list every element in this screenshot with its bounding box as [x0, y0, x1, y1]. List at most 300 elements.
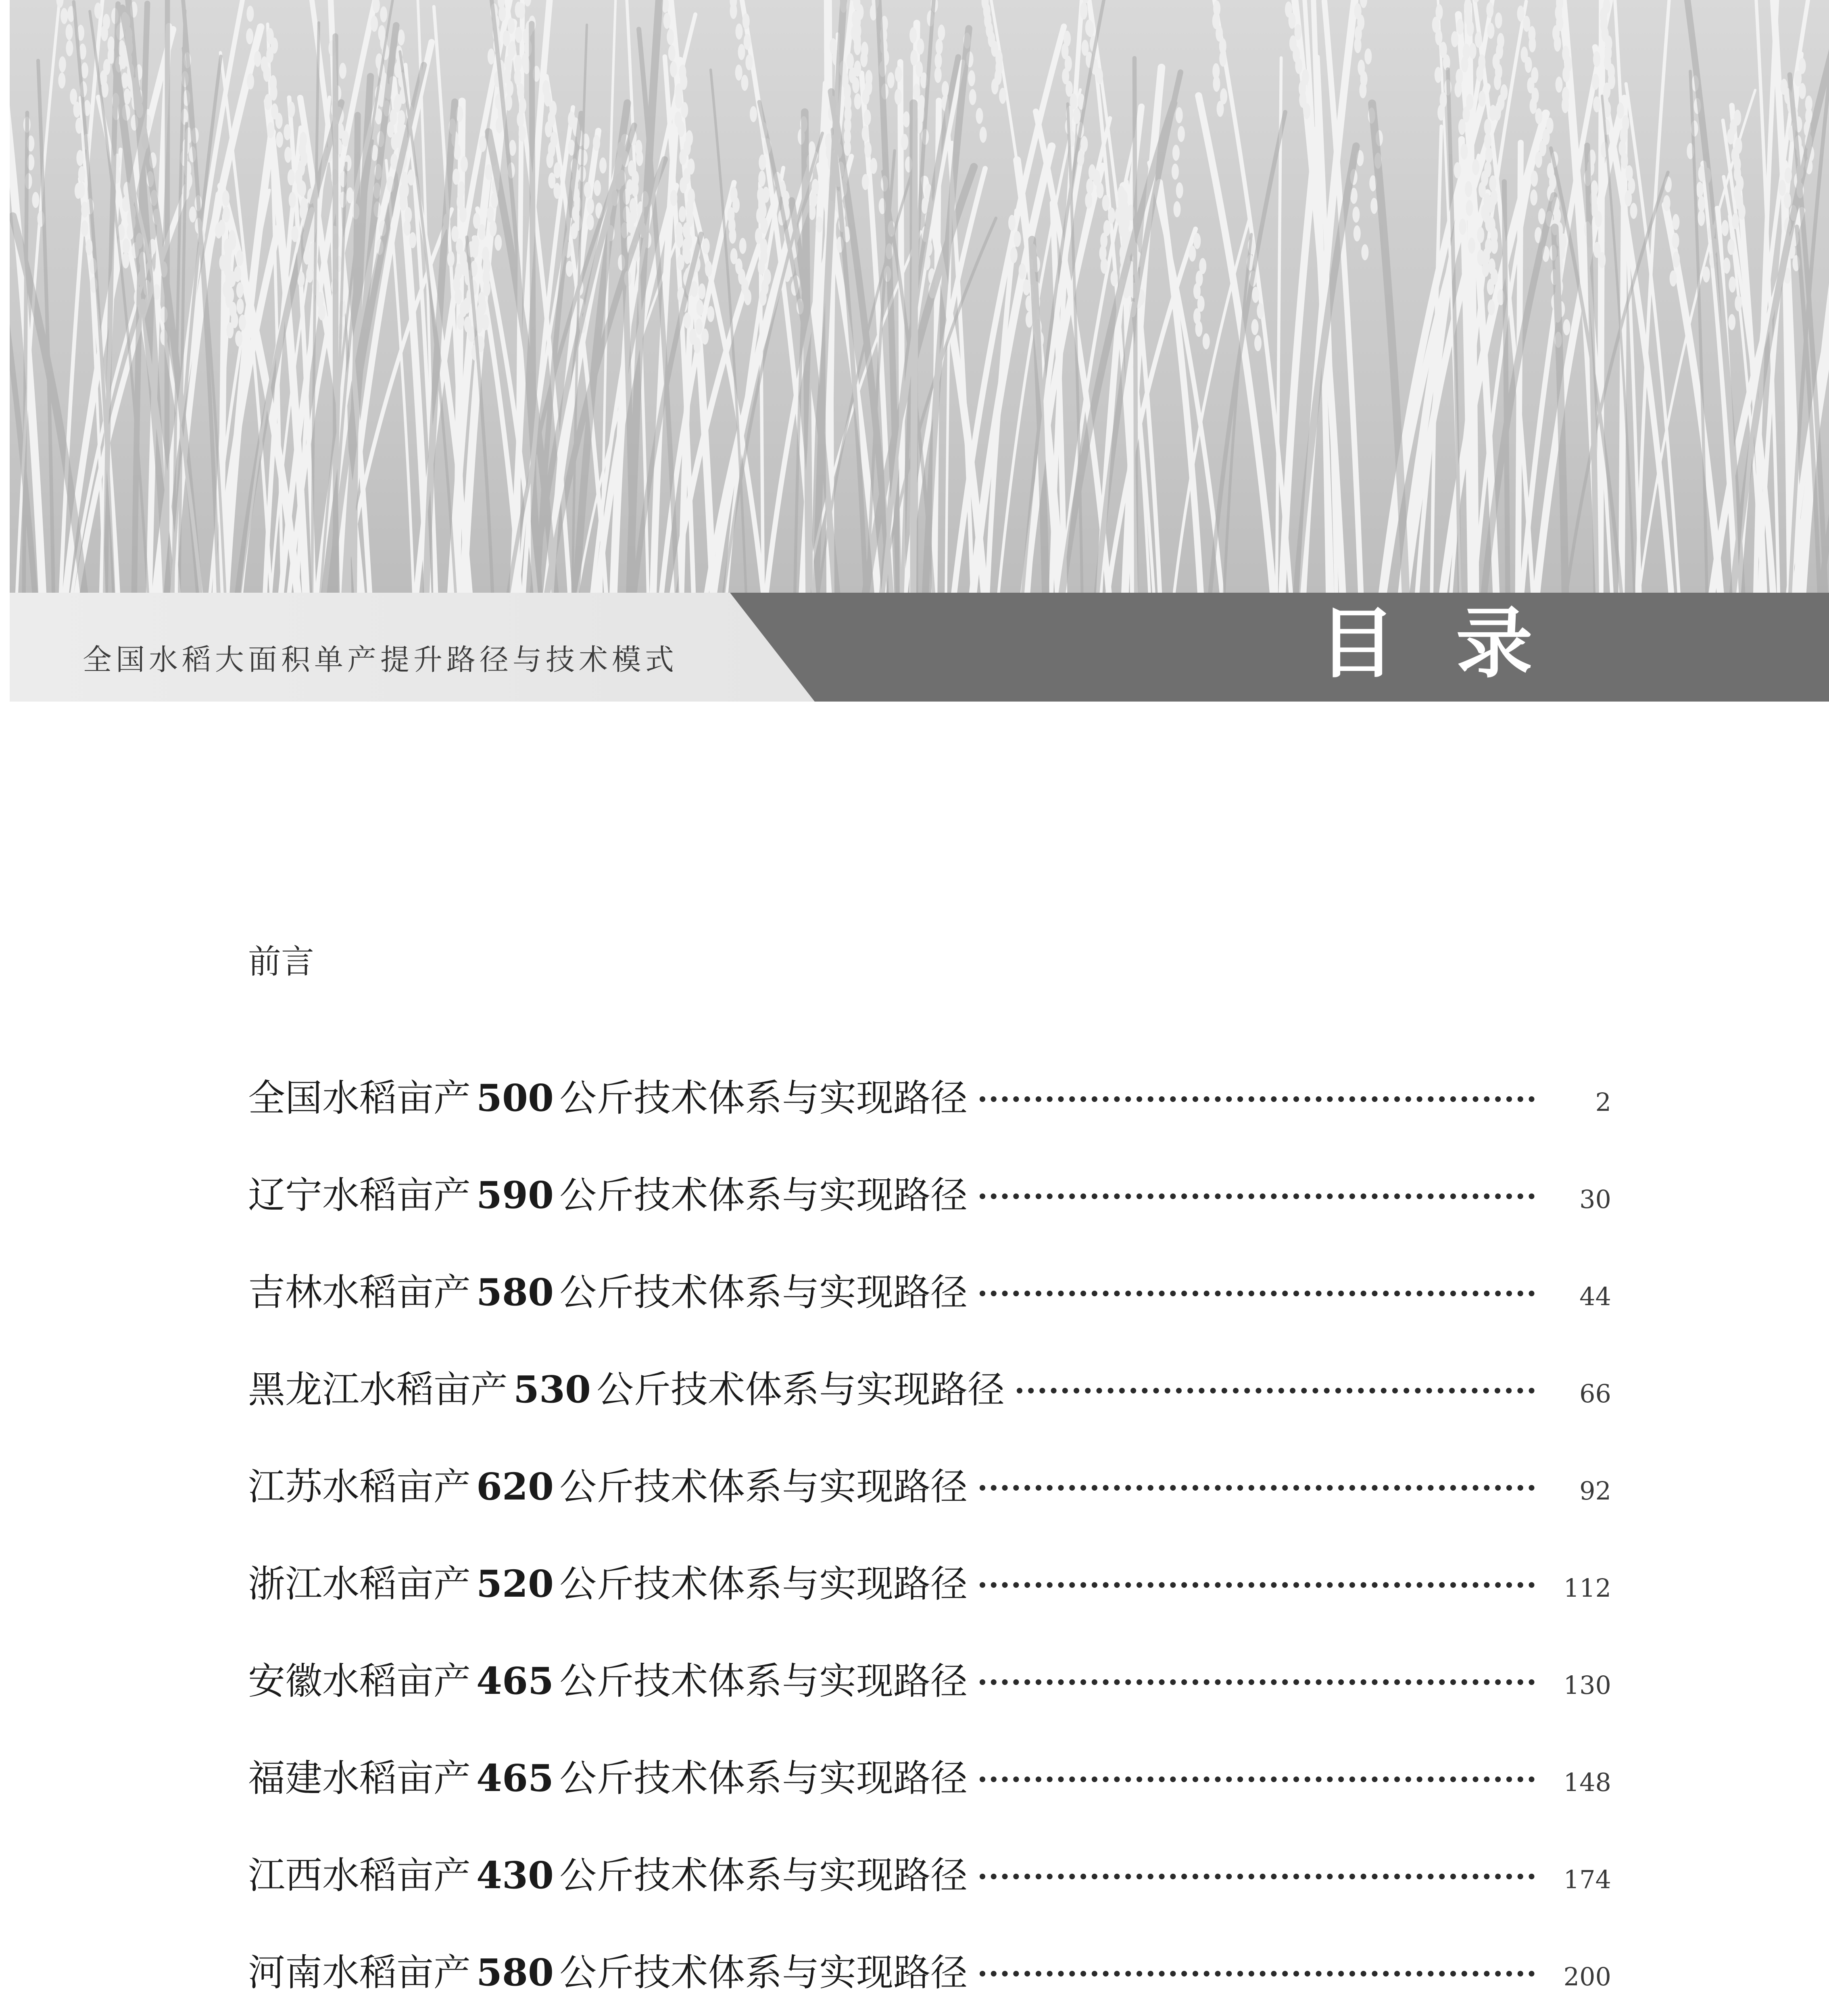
rice-grain — [222, 190, 229, 206]
rice-grain — [1193, 233, 1201, 249]
rice-grain — [759, 154, 766, 171]
rice-grain — [670, 190, 678, 206]
rice-grain — [1122, 226, 1129, 242]
rice-grain — [264, 94, 271, 110]
rice-grain — [81, 221, 88, 237]
toc-entry-page: 200 — [1563, 1962, 1611, 1991]
rice-grain — [288, 102, 295, 118]
rice-grain — [909, 27, 917, 43]
rice-grain — [66, 24, 73, 40]
rice-grain — [506, 81, 513, 97]
rice-grain — [1008, 215, 1016, 231]
rice-grain — [1465, 181, 1472, 197]
rice-grain — [456, 238, 463, 254]
toc-entry-yield: 530 — [513, 1368, 591, 1411]
rice-grain — [223, 206, 230, 223]
rice-grain — [318, 304, 325, 321]
rice-grain — [809, 204, 816, 220]
rice-grain — [1491, 238, 1498, 254]
toc-entry-region: 浙江水稻亩产 — [248, 1562, 471, 1606]
toc-entry-yield: 580 — [476, 1270, 554, 1314]
toc-entry-suffix: 公斤技术体系与实现路径 — [559, 1077, 968, 1120]
toc-dot-leader — [980, 1096, 1535, 1102]
rice-grain — [75, 118, 83, 134]
rice-grain — [738, 44, 745, 60]
toc-dot-leader — [980, 1582, 1535, 1588]
rice-grain — [494, 235, 502, 251]
rice-grain — [275, 113, 283, 129]
rice-grain — [1672, 214, 1679, 230]
rice-grain — [447, 251, 455, 267]
rice-grain — [1562, 97, 1569, 113]
toc-entry[interactable] — [248, 1166, 1611, 1263]
toc-entry-yield: 430 — [476, 1854, 554, 1897]
rice-grain — [678, 121, 685, 137]
section-title: 目录 — [1319, 599, 1593, 688]
rice-grain — [289, 192, 296, 208]
rice-grain — [707, 306, 714, 322]
rice-grain — [346, 187, 354, 203]
rice-grain — [762, 187, 770, 203]
rice-grain — [1494, 105, 1501, 121]
rice-grain — [487, 206, 494, 223]
rice-grain — [380, 6, 387, 23]
rice-grain — [246, 28, 253, 44]
toc-entry-page: 66 — [1579, 1379, 1611, 1408]
rice-grain — [237, 298, 244, 314]
rice-grain — [122, 252, 129, 269]
rice-grain — [1799, 83, 1806, 99]
rice-field-illustration — [10, 0, 1829, 593]
rice-grain — [991, 78, 999, 94]
toc-entry-region: 黑龙江水稻亩产 — [248, 1368, 508, 1411]
rice-grain — [254, 51, 261, 67]
rice-grain — [1176, 182, 1183, 198]
rice-grain — [1080, 136, 1088, 152]
rice-grain — [70, 89, 77, 105]
rice-grain — [1487, 23, 1495, 39]
rice-grain — [1454, 81, 1462, 98]
toc-entry-page: 92 — [1579, 1476, 1611, 1506]
rice-grain — [219, 255, 227, 271]
rice-grain — [1495, 12, 1502, 29]
rice-grain — [1172, 164, 1179, 180]
rice-grain — [862, 89, 870, 105]
rice-grain — [490, 221, 497, 237]
rice-grain — [587, 214, 594, 230]
toc-entry-region: 安徽水稻亩产 — [248, 1660, 471, 1703]
rice-grain — [1529, 36, 1536, 52]
rice-grain — [862, 174, 869, 190]
rice-grain — [451, 226, 459, 242]
rice-grain — [1517, 6, 1525, 22]
rice-grain — [1485, 147, 1493, 163]
toc-entry-page: 174 — [1563, 1865, 1611, 1894]
rice-grain — [683, 168, 690, 184]
rice-grain — [1172, 145, 1180, 161]
rice-grain — [566, 261, 573, 277]
rice-grain — [498, 5, 506, 21]
rice-grain — [1735, 295, 1742, 311]
rice-grain — [58, 73, 65, 89]
rice-grain — [508, 18, 515, 34]
rice-grain — [1479, 91, 1486, 107]
toc-entry[interactable] — [248, 1749, 1611, 1846]
rice-grain — [306, 267, 313, 283]
rice-grain — [1484, 133, 1491, 149]
toc-entry-page: 44 — [1579, 1282, 1611, 1311]
rice-grain — [1595, 211, 1602, 227]
rice-grain — [976, 108, 983, 124]
rice-grain — [284, 124, 291, 140]
table-of-contents — [248, 1068, 1611, 2016]
toc-dot-leader — [980, 1679, 1535, 1685]
rice-grain — [1251, 319, 1259, 335]
rice-grain — [455, 289, 462, 305]
rice-grain — [1562, 66, 1570, 82]
rice-grain — [1630, 203, 1637, 219]
rice-grain — [1189, 246, 1196, 262]
toc-dot-leader — [980, 1971, 1535, 1976]
rice-grain — [1454, 162, 1461, 178]
rice-grain — [1472, 159, 1479, 175]
rice-grain — [66, 40, 73, 56]
rice-grain — [1672, 233, 1679, 249]
rice-grain — [478, 224, 486, 240]
rice-grain — [1086, 178, 1093, 194]
rice-grain — [758, 171, 765, 187]
rice-grain — [553, 183, 561, 199]
rice-grain — [1080, 2, 1088, 18]
toc-entry[interactable] — [248, 1263, 1611, 1360]
rice-grain — [695, 319, 703, 335]
toc-entry-yield: 465 — [476, 1756, 554, 1800]
rice-grain — [679, 149, 686, 165]
rice-grain — [263, 66, 271, 82]
rice-grain — [453, 169, 460, 185]
rice-grain — [75, 183, 82, 199]
rice-grain — [934, 67, 942, 83]
rice-grain — [1352, 206, 1360, 223]
rice-grain — [745, 54, 753, 71]
rice-grain — [1354, 37, 1362, 53]
rice-grain — [844, 140, 851, 156]
toc-preface[interactable]: 前言 — [248, 943, 315, 981]
rice-grain — [935, 53, 942, 69]
toc-entry-page: 30 — [1579, 1185, 1611, 1214]
rice-grain — [1257, 303, 1264, 319]
rice-grain — [1727, 128, 1734, 144]
rice-stalk — [1199, 96, 1274, 593]
rice-grain — [816, 217, 823, 233]
rice-grain — [473, 213, 480, 229]
rice-grain — [594, 180, 601, 196]
rice-grain — [1554, 35, 1561, 52]
toc-dot-leader — [980, 1874, 1535, 1879]
rice-grain — [1535, 108, 1542, 124]
rice-grain — [1081, 40, 1089, 56]
toc-entry-suffix: 公斤技术体系与实现路径 — [596, 1368, 1005, 1411]
toc-entry-title — [248, 1457, 968, 1510]
rice-grain — [632, 181, 639, 197]
rice-grain — [689, 329, 697, 345]
rice-grain — [917, 38, 924, 54]
rice-grain — [1673, 252, 1680, 268]
rice-grain — [407, 169, 415, 185]
toc-entry-suffix: 公斤技术体系与实现路径 — [559, 1271, 968, 1314]
rice-grain — [461, 156, 468, 172]
rice-grain — [968, 70, 975, 86]
toc-entry-title — [248, 1360, 1005, 1413]
toc-entry-region: 河南水稻亩产 — [248, 1951, 471, 1994]
rice-grain — [76, 150, 83, 166]
rice-grain — [60, 8, 68, 24]
rice-grain — [730, 3, 737, 19]
toc-entry-suffix: 公斤技术体系与实现路径 — [559, 1174, 968, 1217]
rice-grain — [485, 164, 492, 180]
rice-grain — [980, 127, 987, 143]
rice-grain — [729, 228, 736, 244]
toc-entry-suffix: 公斤技术体系与实现路径 — [559, 1854, 968, 1897]
toc-entry-suffix: 公斤技术体系与实现路径 — [559, 1660, 968, 1703]
rice-grain — [759, 203, 767, 219]
rice-grain — [1219, 50, 1226, 67]
rice-grain — [758, 259, 765, 275]
header-rice-field-image — [10, 0, 1829, 593]
rice-grain — [681, 102, 688, 118]
rice-grain — [903, 111, 910, 127]
toc-entry-title — [248, 1263, 968, 1316]
toc-entry-region: 辽宁水稻亩产 — [248, 1174, 471, 1217]
rice-grain — [1487, 279, 1494, 295]
rice-grain — [483, 281, 490, 297]
rice-grain — [1014, 231, 1021, 247]
rice-grain — [1785, 167, 1792, 183]
toc-entry[interactable] — [248, 1943, 1611, 2016]
toc-entry-title — [248, 1943, 968, 1996]
rice-grain — [744, 34, 751, 50]
rice-grain — [1728, 314, 1735, 330]
rice-grain — [670, 61, 677, 77]
toc-entry-title — [248, 1068, 968, 1122]
toc-entry-region: 江西水稻亩产 — [248, 1854, 471, 1897]
rice-grain — [1535, 152, 1542, 168]
rice-grain — [1213, 76, 1220, 92]
rice-grain — [1525, 57, 1532, 73]
rice-grain — [969, 89, 976, 105]
toc-entry-region: 江苏水稻亩产 — [248, 1465, 471, 1508]
rice-grain — [862, 125, 869, 142]
rice-grain — [1370, 198, 1378, 214]
rice-grain — [1593, 51, 1600, 67]
rice-grain — [854, 93, 861, 109]
toc-entry-region: 全国水稻亩产 — [248, 1077, 471, 1120]
rice-grain — [854, 60, 861, 77]
rice-grain — [400, 194, 407, 210]
rice-grain — [236, 282, 244, 298]
rice-grain — [1723, 258, 1730, 274]
rice-grain — [229, 271, 236, 287]
rice-grain — [1217, 101, 1224, 117]
toc-entry-region: 吉林水稻亩产 — [248, 1271, 471, 1314]
rice-grain — [488, 48, 495, 65]
rice-grain — [1089, 164, 1096, 180]
toc-dot-leader — [980, 1193, 1535, 1199]
rice-grain — [677, 254, 684, 271]
rice-grain — [226, 322, 234, 338]
rice-grain — [94, 2, 102, 19]
rice-grain — [1437, 104, 1445, 121]
toc-entry[interactable] — [248, 1554, 1611, 1652]
toc-entry-title — [248, 1846, 968, 1899]
rice-grain — [895, 89, 902, 105]
rice-grain — [864, 142, 872, 158]
rice-grain — [1727, 239, 1735, 255]
rice-grain — [1467, 20, 1474, 36]
toc-entry[interactable] — [248, 1457, 1611, 1554]
toc-dot-leader — [980, 1291, 1535, 1296]
toc-entry-title — [248, 1749, 968, 1802]
toc-entry-yield: 520 — [476, 1562, 554, 1606]
rice-grain — [236, 250, 244, 266]
rice-grain — [514, 69, 521, 85]
rice-grain — [1252, 287, 1259, 303]
rice-grain — [739, 238, 747, 254]
toc-entry[interactable] — [248, 1846, 1611, 1943]
rice-grain — [1494, 74, 1501, 90]
rice-grain — [679, 206, 686, 222]
rice-grain — [741, 75, 749, 91]
rice-grain — [742, 13, 750, 29]
rice-grain — [701, 329, 709, 345]
rice-grain — [291, 226, 298, 242]
rice-grain — [503, 30, 510, 46]
rice-grain — [1477, 227, 1484, 243]
rice-grain — [246, 6, 254, 22]
rice-grain — [1101, 258, 1108, 274]
rice-grain — [1364, 48, 1372, 65]
toc-entry-title — [248, 1652, 968, 1705]
rice-grain — [1698, 196, 1705, 212]
rice-grain — [587, 198, 594, 214]
rice-grain — [1670, 271, 1677, 287]
rice-grain — [705, 261, 712, 277]
rice-grain — [517, 111, 524, 127]
rice-grain — [636, 150, 643, 166]
rice-grain — [703, 238, 710, 254]
rice-grain — [663, 13, 671, 29]
rice-grain — [1486, 2, 1493, 18]
toc-entry-page: 2 — [1595, 1087, 1611, 1117]
rice-grain — [123, 238, 130, 254]
rice-grain — [696, 300, 703, 316]
rice-grain — [300, 198, 308, 214]
toc-entry-suffix: 公斤技术体系与实现路径 — [559, 1757, 968, 1800]
rice-grain — [1019, 263, 1026, 279]
rice-grain — [736, 23, 743, 40]
rice-grain — [1111, 270, 1118, 286]
rice-grain — [1703, 267, 1710, 283]
rice-grain — [521, 53, 529, 69]
rice-grain — [735, 65, 742, 81]
rice-grain — [667, 29, 674, 45]
rice-grain — [1598, 252, 1606, 268]
rice-grain — [936, 39, 943, 55]
toc-entry-yield: 465 — [476, 1659, 554, 1703]
rice-grain — [86, 239, 93, 255]
rice-grain — [675, 93, 682, 109]
rice-grain — [78, 166, 86, 182]
toc-dot-leader — [980, 1776, 1535, 1782]
toc-entry[interactable] — [248, 1360, 1611, 1457]
rice-grain — [1023, 279, 1030, 296]
rice-grain — [684, 312, 691, 329]
rice-grain — [1466, 200, 1473, 216]
rice-grain — [1621, 153, 1628, 169]
toc-entry[interactable] — [248, 1068, 1611, 1166]
rice-grain — [1556, 77, 1563, 93]
rice-grain — [942, 81, 949, 97]
rice-grain — [1530, 98, 1537, 114]
rice-grain — [545, 121, 552, 137]
rice-grain — [1617, 102, 1624, 119]
rice-grain — [1738, 204, 1746, 220]
rice-grain — [267, 122, 274, 138]
rice-grain — [1097, 182, 1104, 198]
rice-grain — [847, 53, 854, 69]
rice-grain — [101, 25, 108, 41]
rice-grain — [1359, 82, 1366, 98]
toc-entry-region: 福建水稻亩产 — [248, 1757, 471, 1800]
rice-grain — [519, 97, 526, 113]
rice-grain — [519, 125, 526, 142]
rice-grain — [1475, 31, 1482, 48]
rice-grain — [1085, 192, 1092, 208]
rice-grain — [1696, 182, 1704, 198]
rice-grain — [1663, 195, 1671, 211]
rice-grain — [1176, 107, 1183, 123]
rice-stalk — [913, 103, 914, 593]
rice-grain — [1451, 31, 1458, 47]
rice-grain — [371, 16, 378, 32]
rice-grain — [515, 55, 522, 71]
rice-grain — [1484, 119, 1491, 135]
toc-dot-leader — [980, 1485, 1535, 1491]
rice-grain — [1303, 103, 1310, 119]
rice-grain — [1488, 300, 1495, 316]
rice-grain — [515, 27, 522, 43]
toc-entry-yield: 590 — [476, 1173, 554, 1217]
rice-grain — [1779, 180, 1786, 196]
rice-grain — [1489, 175, 1496, 192]
header-banner-title-panel — [730, 593, 1829, 702]
rice-grain — [235, 331, 242, 347]
rice-grain — [1010, 247, 1018, 263]
toc-entry-suffix: 公斤技术体系与实现路径 — [559, 1465, 968, 1508]
rice-grain — [239, 314, 246, 331]
rice-grain — [1530, 190, 1537, 206]
toc-entry[interactable] — [248, 1652, 1611, 1749]
rice-grain — [247, 73, 254, 90]
rice-grain — [1457, 19, 1464, 35]
book-title: 全国水稻大面积单产提升路径与技术模式 — [83, 643, 678, 677]
rice-grain — [584, 182, 591, 198]
rice-grain — [759, 289, 767, 306]
rice-grain — [1468, 237, 1475, 254]
rice-grain — [546, 152, 554, 168]
toc-entry-yield: 580 — [476, 1951, 554, 1994]
rice-grain — [227, 287, 234, 303]
